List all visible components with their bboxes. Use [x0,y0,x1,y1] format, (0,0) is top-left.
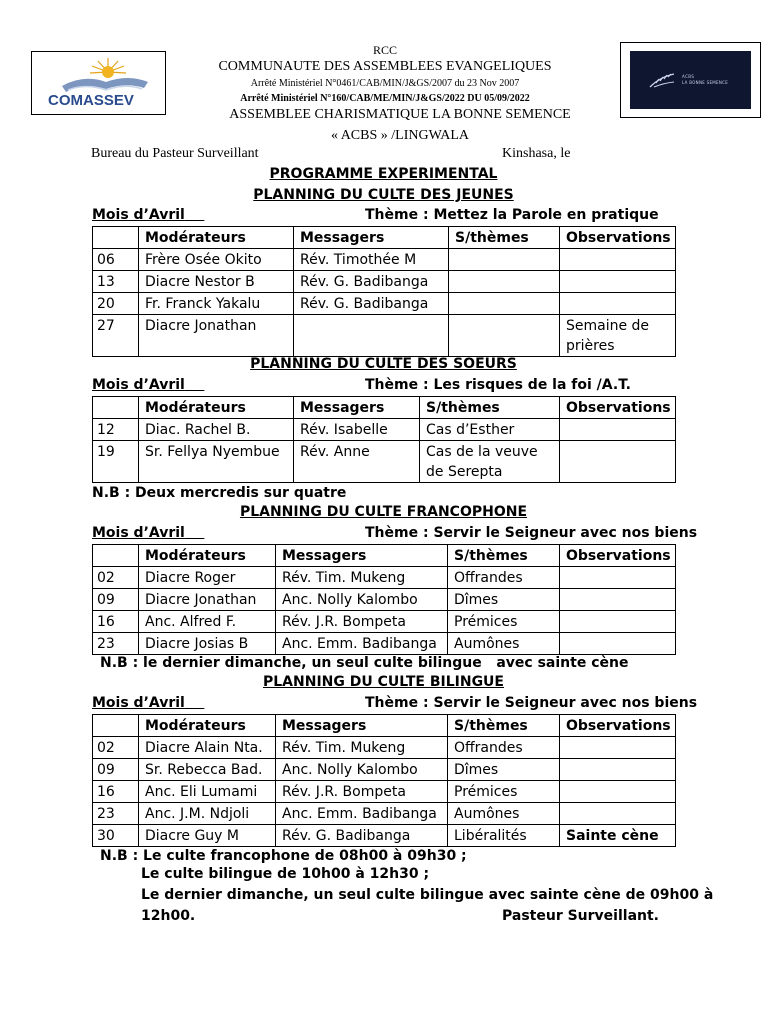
subtheme-cell: Cas de la veuve de Serepta [420,441,560,483]
theme-label: Thème : Les risques de la foi /A.T. [365,377,631,393]
month-label: Mois d’Avril [92,525,185,541]
month-label: Mois d’Avril [92,207,185,223]
day-cell: 23 [93,633,139,655]
table-header-row [93,715,676,737]
comassev-logo [31,51,166,115]
subtheme-cell [449,271,560,293]
moderator-cell: Frère Osée Okito [139,249,294,271]
observation-cell [560,249,676,271]
messenger-cell: Rév. G. Badibanga [276,825,448,847]
arrete-ministeriel-2: Arrêté Ministériel N°160/CAB/ME/MIN/J&GS/2022 DU 05/09/2022 [240,93,530,104]
planning-table-soeurs [92,396,676,483]
col-observations: Observations [560,545,676,567]
observation-cell [560,759,676,781]
day-cell: 12 [93,419,139,441]
acbs-lingwala: « ACBS » /LINGWALA [330,128,470,143]
moderator-cell: Diacre Josias B [139,633,276,655]
table-row [93,803,676,825]
section-title-bilingue: PLANNING DU CULTE BILINGUE [263,674,504,690]
col-observations: Observations [560,227,676,249]
subtheme-cell: Dîmes [448,759,560,781]
moderator-cell: Anc. Alfred F. [139,611,276,633]
col-moderateurs: Modérateurs [139,715,276,737]
col-day [93,227,139,249]
month-theme-bilingue [92,695,698,711]
note-soeurs: N.B : Deux mercredis sur quatre [92,485,347,501]
messenger-cell: Rév. J.R. Bompeta [276,611,448,633]
community-name: COMMUNAUTE DES ASSEMBLEES EVANGELIQUES [218,59,552,74]
observation-cell [560,293,676,315]
messenger-cell: Rév. G. Badibanga [294,271,449,293]
col-sthemes: S/thèmes [448,715,560,737]
observation-cell: Semaine de prières [560,315,676,357]
messenger-cell: Rév. Tim. Mukeng [276,567,448,589]
section-title-soeurs: PLANNING DU CULTE DES SOEURS [250,356,517,372]
day-cell: 30 [93,825,139,847]
table-row [93,825,676,847]
moderator-cell: Diac. Rachel B. [139,419,294,441]
observation-cell [560,737,676,759]
observation-cell: Sainte cène [560,825,676,847]
table-header-row [93,227,676,249]
footer-note-bilingue: Le culte bilingue de 10h00 à 12h30 ; [141,866,430,882]
col-messagers: Messagers [276,715,448,737]
wheat-icon [648,71,678,91]
observation-cell [560,803,676,825]
logo-left-text: COMASSEV [48,92,134,109]
subtheme-cell: Prémices [448,781,560,803]
month-theme-soeurs [92,377,675,393]
subtheme-cell: Offrandes [448,737,560,759]
table-row [93,419,676,441]
moderator-cell: Diacre Alain Nta. [139,737,276,759]
col-moderateurs: Modérateurs [139,227,294,249]
assembly-name: ASSEMBLEE CHARISMATIQUE LA BONNE SEMENCE [229,107,571,122]
subtheme-cell: Aumônes [448,633,560,655]
messenger-cell [294,315,449,357]
day-cell: 02 [93,737,139,759]
subtheme-cell: Dîmes [448,589,560,611]
col-moderateurs: Modérateurs [139,545,276,567]
moderator-cell: Diacre Jonathan [139,315,294,357]
day-cell: 19 [93,441,139,483]
rcc-label: RCC [372,43,397,57]
observation-cell [560,271,676,293]
observation-cell [560,441,676,483]
col-messagers: Messagers [276,545,448,567]
messenger-cell: Rév. Isabelle [294,419,420,441]
observation-cell [560,589,676,611]
day-cell: 23 [93,803,139,825]
planning-table-francophone [92,544,676,655]
day-cell: 13 [93,271,139,293]
messenger-cell: Anc. Emm. Badibanga [276,803,448,825]
moderator-cell: Anc. J.M. Ndjoli [139,803,276,825]
day-cell: 06 [93,249,139,271]
table-header-row [93,397,676,419]
col-observations: Observations [560,397,676,419]
col-day [93,545,139,567]
col-day [93,397,139,419]
day-cell: 16 [93,611,139,633]
moderator-cell: Diacre Guy M [139,825,276,847]
planning-table-jeunes [92,226,676,357]
day-cell: 09 [93,759,139,781]
table-row [93,759,676,781]
footer-note-last-sunday: Le dernier dimanche, un seul culte bilingue avec sainte cène de 09h00 à [141,887,714,903]
arrete-ministeriel-1: Arrêté Ministériel N°0461/CAB/MIN/J&GS/2007 du 23 Nov 2007 [250,78,520,89]
moderator-cell: Diacre Jonathan [139,589,276,611]
table-row [93,293,676,315]
moderator-cell: Sr. Rebecca Bad. [139,759,276,781]
col-sthemes: S/thèmes [448,545,560,567]
place-date: Kinshasa, le [502,146,571,161]
messenger-cell: Rév. J.R. Bompeta [276,781,448,803]
col-moderateurs: Modérateurs [139,397,294,419]
table-row [93,315,676,357]
observation-cell [560,419,676,441]
col-sthemes: S/thèmes [420,397,560,419]
table-row [93,271,676,293]
col-messagers: Messagers [294,397,420,419]
table-row [93,441,676,483]
theme-label: Thème : Servir le Seigneur avec nos biens [365,525,698,541]
month-label: Mois d’Avril [92,695,185,711]
subtheme-cell: Libéralités [448,825,560,847]
logo-right-text-top: ACBS [682,74,695,79]
day-cell: 16 [93,781,139,803]
observation-cell [560,567,676,589]
moderator-cell: Anc. Eli Lumami [139,781,276,803]
day-cell: 09 [93,589,139,611]
day-cell: 27 [93,315,139,357]
messenger-cell: Rév. Tim. Mukeng [276,737,448,759]
moderator-cell: Diacre Nestor B [139,271,294,293]
table-row [93,589,676,611]
observation-cell [560,611,676,633]
table-row [93,781,676,803]
messenger-cell: Anc. Nolly Kalombo [276,589,448,611]
subtheme-cell: Aumônes [448,803,560,825]
footer-note-francophone: N.B : Le culte francophone de 08h00 à 09h30 ; [100,848,467,864]
table-row [93,249,676,271]
section-title-jeunes: PLANNING DU CULTE DES JEUNES [253,187,514,203]
planning-table-bilingue [92,714,676,847]
signature-pasteur: Pasteur Surveillant. [502,908,659,924]
subtheme-cell: Offrandes [448,567,560,589]
theme-label: Thème : Servir le Seigneur avec nos biens [365,695,698,711]
col-day [93,715,139,737]
subtheme-cell: Prémices [448,611,560,633]
month-label: Mois d’Avril [92,377,185,393]
messenger-cell: Rév. Anne [294,441,420,483]
moderator-cell: Diacre Roger [139,567,276,589]
col-observations: Observations [560,715,676,737]
acbs-logo [620,42,761,118]
col-messagers: Messagers [294,227,449,249]
theme-label: Thème : Mettez la Parole en pratique [365,207,659,223]
subtheme-cell [449,315,560,357]
table-header-row [93,545,676,567]
col-sthemes: S/thèmes [449,227,560,249]
month-theme-jeunes [92,207,675,223]
acbs-logo-panel [630,51,751,109]
table-row [93,567,676,589]
messenger-cell: Rév. Timothée M [294,249,449,271]
messenger-cell: Rév. G. Badibanga [294,293,449,315]
note-francophone: N.B : le dernier dimanche, un seul culte bilingue avec sainte cène [100,655,629,671]
observation-cell [560,781,676,803]
bureau-label: Bureau du Pasteur Surveillant [91,146,259,161]
day-cell: 20 [93,293,139,315]
subtheme-cell [449,249,560,271]
footer-note-end-time: 12h00. [141,908,196,924]
subtheme-cell [449,293,560,315]
program-title: PROGRAMME EXPERIMENTAL [269,166,498,182]
logo-right-text-bottom: LA BONNE SEMENCE [682,80,729,85]
section-title-francophone: PLANNING DU CULTE FRANCOPHONE [239,504,528,520]
table-row [93,611,676,633]
messenger-cell: Anc. Emm. Badibanga [276,633,448,655]
month-theme-francophone [92,525,698,541]
messenger-cell: Anc. Nolly Kalombo [276,759,448,781]
moderator-cell: Fr. Franck Yakalu [139,293,294,315]
subtheme-cell: Cas d’Esther [420,419,560,441]
moderator-cell: Sr. Fellya Nyembue [139,441,294,483]
day-cell: 02 [93,567,139,589]
table-row [93,737,676,759]
